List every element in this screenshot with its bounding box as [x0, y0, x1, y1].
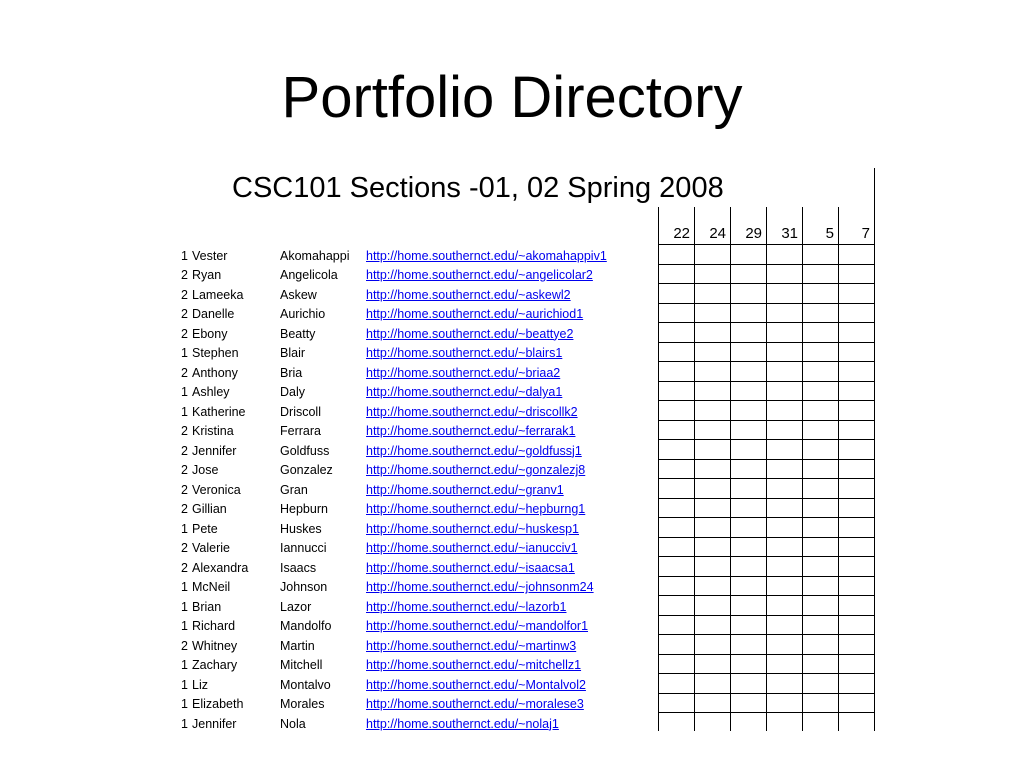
portfolio-link[interactable]: http://home.southernct.edu/~nolaj1 — [366, 716, 559, 731]
portfolio-link[interactable]: http://home.southernct.edu/~beattye2 — [366, 326, 574, 341]
portfolio-link[interactable]: http://home.southernct.edu/~mandolfor1 — [366, 619, 589, 633]
student-row — [0, 286, 660, 306]
last-name: Mitchell — [280, 658, 323, 672]
student-row — [0, 598, 660, 618]
first-name: Danelle — [192, 307, 235, 321]
date-column-header: 29 — [745, 225, 762, 242]
portfolio-link[interactable]: http://home.southernct.edu/~blairs1 — [366, 346, 563, 360]
first-name: Elizabeth — [192, 697, 244, 711]
last-name: Lazor — [280, 599, 312, 614]
portfolio-link[interactable]: http://home.southernct.edu/~johnsonm24 — [366, 580, 594, 594]
grid-horizontal-line — [658, 283, 875, 284]
last-name: Gonzalez — [280, 463, 333, 477]
student-row — [0, 500, 660, 520]
date-column-header: 24 — [709, 225, 726, 242]
grid-horizontal-line — [658, 244, 875, 245]
last-name: Mandolfo — [280, 619, 332, 633]
grid-horizontal-line — [658, 322, 875, 323]
student-row — [0, 656, 660, 676]
section-number: 2 — [181, 443, 188, 458]
first-name: Pete — [192, 521, 218, 536]
grid-horizontal-line — [658, 478, 875, 479]
grid-horizontal-line — [658, 420, 875, 421]
student-row — [0, 247, 660, 267]
student-row — [0, 539, 660, 559]
grid-vertical-line — [766, 207, 767, 731]
first-name: McNeil — [192, 580, 231, 594]
last-name: Martin — [280, 638, 315, 653]
student-row — [0, 442, 660, 462]
student-row — [0, 325, 660, 345]
section-number: 2 — [181, 502, 188, 516]
portfolio-link[interactable]: http://home.southernct.edu/~Montalvol2 — [366, 677, 586, 692]
student-row — [0, 422, 660, 442]
last-name: Montalvo — [280, 677, 331, 692]
grid-horizontal-line — [658, 654, 875, 655]
grid-vertical-line — [802, 207, 803, 731]
student-row — [0, 695, 660, 715]
grid-horizontal-line — [658, 673, 875, 674]
first-name: Vester — [192, 248, 228, 263]
last-name: Blair — [280, 346, 306, 360]
first-name: Whitney — [192, 638, 238, 653]
student-row — [0, 403, 660, 423]
last-name: Nola — [280, 716, 306, 731]
last-name: Gran — [280, 482, 308, 497]
last-name: Beatty — [280, 326, 316, 341]
first-name: Jose — [192, 463, 219, 477]
last-name: Johnson — [280, 580, 328, 594]
last-name: Ferrara — [280, 424, 321, 438]
section-number: 1 — [181, 619, 188, 633]
first-name: Stephen — [192, 346, 239, 360]
first-name: Katherine — [192, 404, 246, 419]
student-row — [0, 344, 660, 364]
portfolio-link[interactable]: http://home.southernct.edu/~hepburng1 — [366, 502, 586, 516]
portfolio-link[interactable]: http://home.southernct.edu/~angelicolar2 — [366, 268, 593, 282]
section-number: 2 — [181, 638, 188, 653]
grid-horizontal-line — [658, 634, 875, 635]
first-name: Jennifer — [192, 716, 237, 731]
section-number: 2 — [181, 307, 188, 321]
grid-horizontal-line — [658, 498, 875, 499]
grid-horizontal-line — [658, 712, 875, 713]
grid-vertical-line — [874, 168, 875, 731]
grid-vertical-line — [694, 207, 695, 731]
student-row — [0, 559, 660, 579]
first-name: Ryan — [192, 268, 222, 282]
section-number: 2 — [181, 424, 188, 438]
section-number: 1 — [181, 677, 188, 692]
section-number: 1 — [181, 385, 188, 399]
section-number: 2 — [181, 268, 188, 282]
date-column-header: 22 — [673, 225, 690, 242]
student-row — [0, 266, 660, 286]
portfolio-link[interactable]: http://home.southernct.edu/~moralese3 — [366, 697, 584, 711]
portfolio-link[interactable]: http://home.southernct.edu/~goldfussj1 — [366, 443, 582, 458]
grid-horizontal-line — [658, 459, 875, 460]
portfolio-link[interactable]: http://home.southernct.edu/~martinw3 — [366, 638, 577, 653]
last-name: Daly — [280, 385, 306, 399]
first-name: Veronica — [192, 482, 241, 497]
portfolio-link[interactable]: http://home.southernct.edu/~isaacsa1 — [366, 560, 575, 575]
date-column-header: 31 — [781, 225, 798, 242]
portfolio-link[interactable]: http://home.southernct.edu/~gonzalezj8 — [366, 463, 586, 477]
portfolio-link[interactable]: http://home.southernct.edu/~huskesp1 — [366, 521, 579, 536]
section-number: 2 — [181, 560, 188, 575]
first-name: Kristina — [192, 424, 234, 438]
portfolio-link[interactable]: http://home.southernct.edu/~lazorb1 — [366, 599, 567, 614]
section-number: 2 — [181, 463, 188, 477]
first-name: Zachary — [192, 658, 238, 672]
student-row — [0, 305, 660, 325]
first-name: Valerie — [192, 541, 230, 555]
last-name: Huskes — [280, 521, 322, 536]
last-name: Morales — [280, 697, 325, 711]
section-number: 1 — [181, 580, 188, 594]
section-number: 1 — [181, 346, 188, 360]
student-row — [0, 676, 660, 696]
sheet-title: CSC101 Sections -01, 02 Spring 2008 — [232, 172, 724, 204]
student-row — [0, 637, 660, 657]
last-name: Driscoll — [280, 404, 321, 419]
grid-horizontal-line — [658, 303, 875, 304]
grid-horizontal-line — [658, 400, 875, 401]
portfolio-link[interactable]: http://home.southernct.edu/~ferrarak1 — [366, 424, 576, 438]
date-column-header: 7 — [861, 225, 870, 242]
grid-horizontal-line — [658, 439, 875, 440]
last-name: Angelicola — [280, 268, 338, 282]
last-name: Isaacs — [280, 560, 317, 575]
slide-title: Portfolio Directory — [281, 65, 743, 130]
section-number: 2 — [181, 482, 188, 497]
grid-horizontal-line — [658, 342, 875, 343]
last-name: Goldfuss — [280, 443, 330, 458]
portfolio-link[interactable]: http://home.southernct.edu/~ianucciv1 — [366, 541, 578, 555]
student-row — [0, 383, 660, 403]
grid-horizontal-line — [658, 381, 875, 382]
first-name: Anthony — [192, 365, 238, 380]
student-row — [0, 364, 660, 384]
student-row — [0, 617, 660, 637]
section-number: 1 — [181, 521, 188, 536]
first-name: Ebony — [192, 326, 228, 341]
student-row — [0, 481, 660, 501]
grid-vertical-line — [730, 207, 731, 731]
section-number: 2 — [181, 365, 188, 380]
date-column-header: 5 — [825, 225, 834, 242]
grid-horizontal-line — [658, 537, 875, 538]
grid-horizontal-line — [658, 615, 875, 616]
last-name: Akomahappi — [280, 248, 350, 263]
grid-horizontal-line — [658, 517, 875, 518]
portfolio-link[interactable]: http://home.southernct.edu/~mitchellz1 — [366, 658, 582, 672]
grid-horizontal-line — [658, 595, 875, 596]
student-row — [0, 578, 660, 598]
section-number: 1 — [181, 404, 188, 419]
grid-horizontal-line — [658, 556, 875, 557]
portfolio-link[interactable]: http://home.southernct.edu/~briaa2 — [366, 365, 561, 380]
first-name: Brian — [192, 599, 222, 614]
first-name: Richard — [192, 619, 236, 633]
grid-horizontal-line — [658, 693, 875, 694]
section-number: 1 — [181, 658, 188, 672]
portfolio-link[interactable]: http://home.southernct.edu/~granv1 — [366, 482, 564, 497]
grid-horizontal-line — [658, 264, 875, 265]
grid-horizontal-line — [658, 361, 875, 362]
last-name: Iannucci — [280, 541, 327, 555]
portfolio-link[interactable]: http://home.southernct.edu/~driscollk2 — [366, 404, 578, 419]
last-name: Aurichio — [280, 307, 326, 321]
section-number: 2 — [181, 326, 188, 341]
first-name: Alexandra — [192, 560, 249, 575]
first-name: Gillian — [192, 502, 227, 516]
portfolio-link[interactable]: http://home.southernct.edu/~askewl2 — [366, 287, 571, 302]
section-number: 1 — [181, 716, 188, 731]
first-name: Liz — [192, 677, 208, 692]
section-number: 1 — [181, 248, 188, 263]
last-name: Hepburn — [280, 502, 328, 516]
last-name: Askew — [280, 287, 317, 302]
section-number: 1 — [181, 599, 188, 614]
last-name: Bria — [280, 365, 303, 380]
first-name: Lameeka — [192, 287, 244, 302]
grid-horizontal-line — [658, 576, 875, 577]
student-row — [0, 715, 660, 735]
portfolio-link[interactable]: http://home.southernct.edu/~dalya1 — [366, 385, 563, 399]
student-row — [0, 520, 660, 540]
student-row — [0, 461, 660, 481]
first-name: Ashley — [192, 385, 230, 399]
portfolio-link[interactable]: http://home.southernct.edu/~akomahappiv1 — [366, 248, 607, 263]
grid-vertical-line — [838, 207, 839, 731]
first-name: Jennifer — [192, 443, 237, 458]
section-number: 2 — [181, 287, 188, 302]
section-number: 2 — [181, 541, 188, 555]
section-number: 1 — [181, 697, 188, 711]
portfolio-link[interactable]: http://home.southernct.edu/~aurichiod1 — [366, 307, 584, 321]
